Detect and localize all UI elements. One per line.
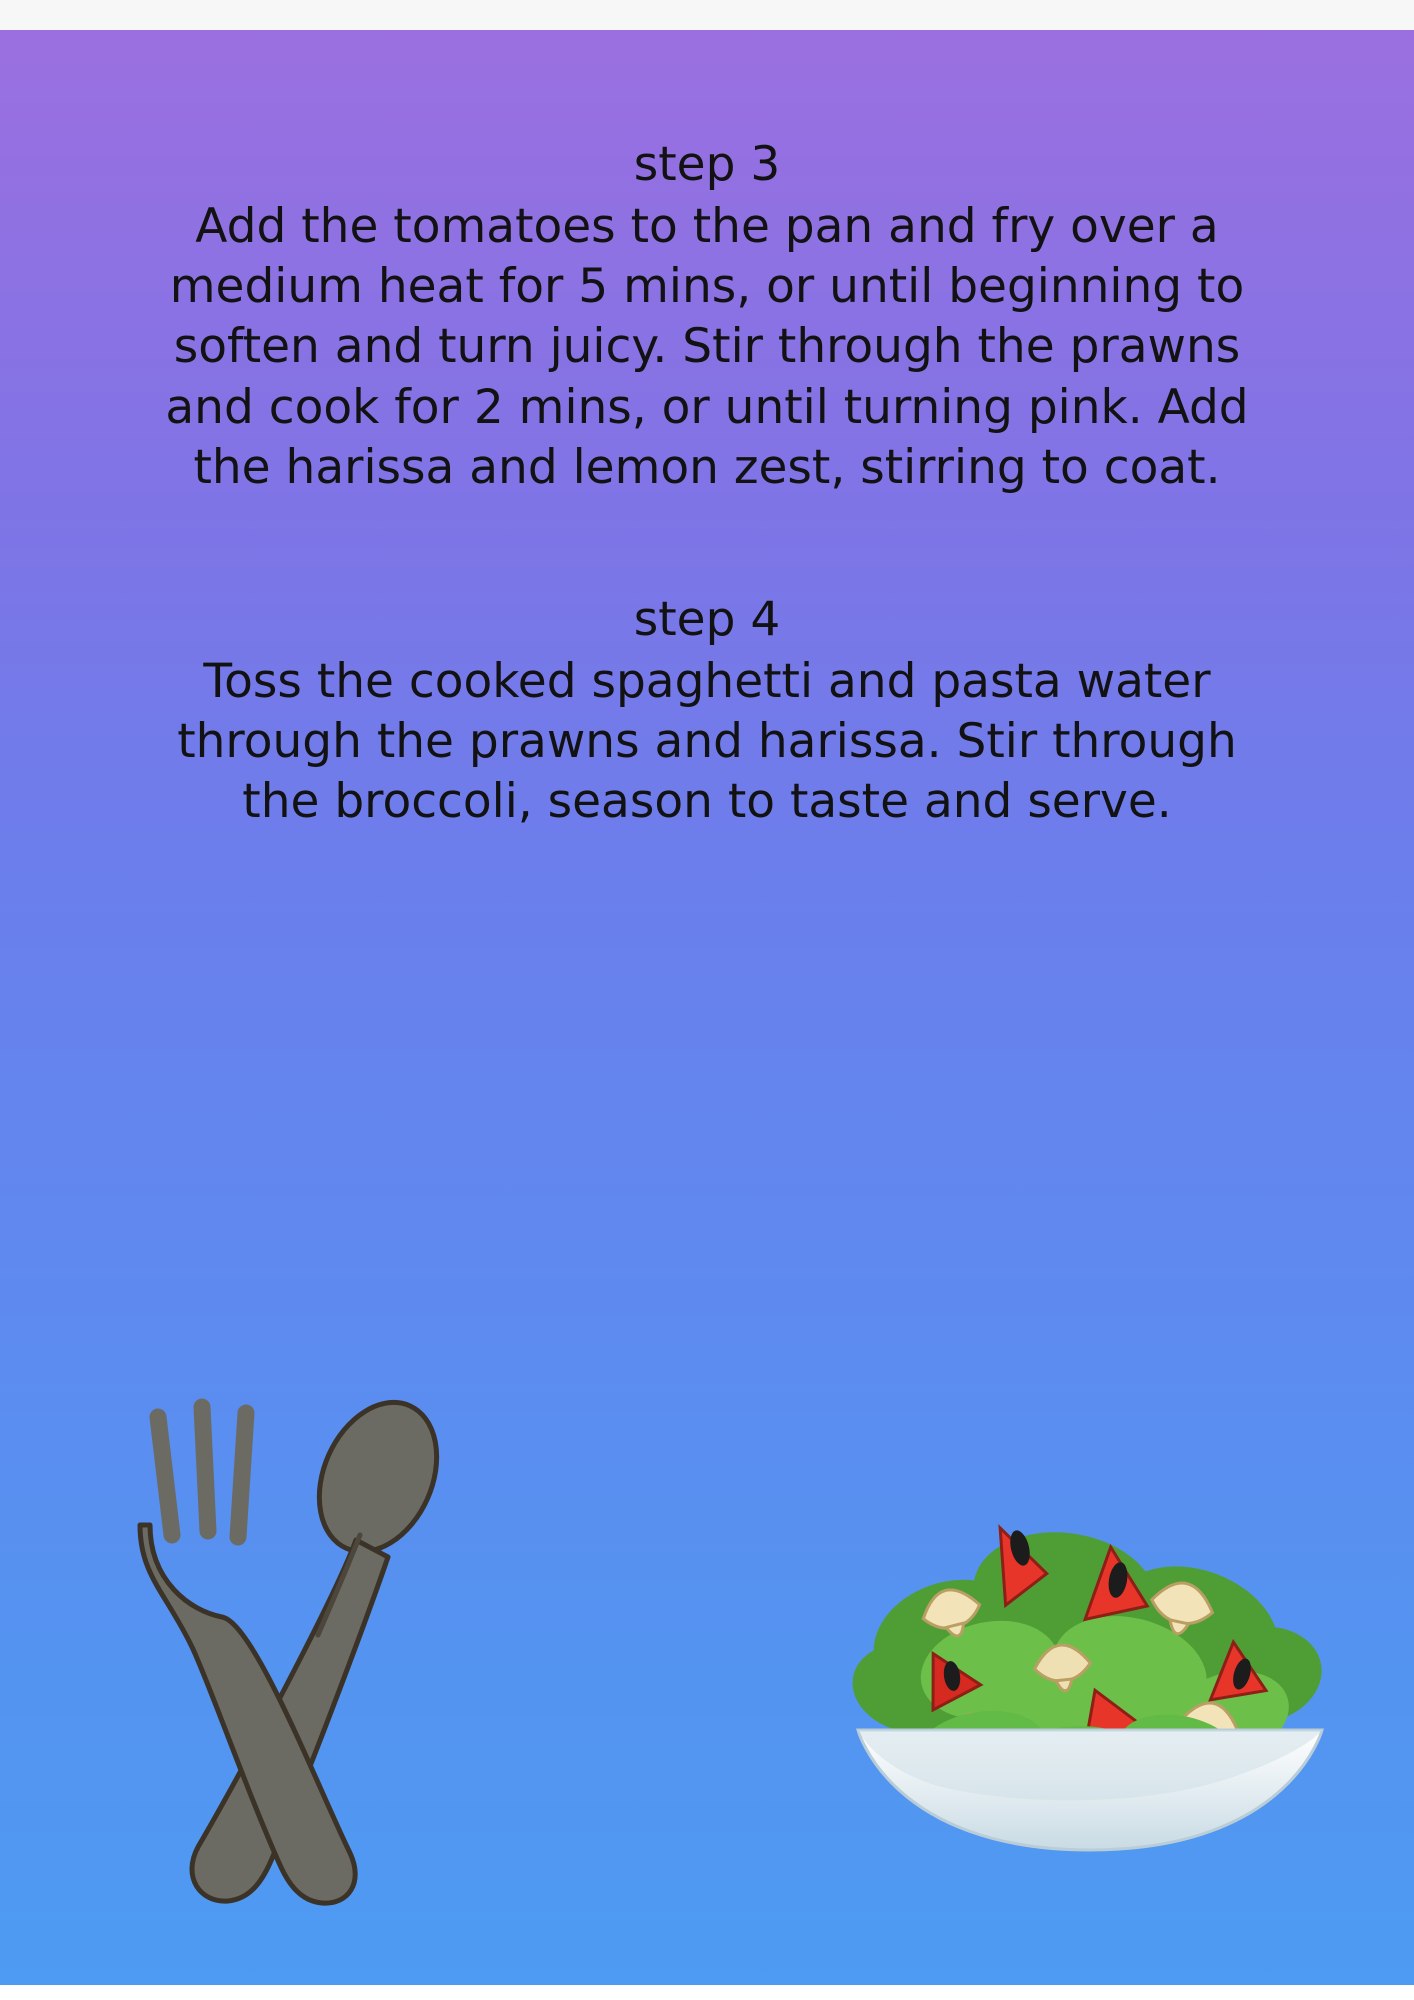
top-strip (0, 0, 1414, 30)
step-block (127, 135, 1287, 498)
steps-container (0, 30, 1414, 833)
salad-bowl-icon (830, 1430, 1350, 1860)
step-block (127, 590, 1287, 833)
step-title: step 3 (633, 137, 781, 192)
fork-and-spoon-icon (120, 1385, 480, 1915)
gradient-card (0, 30, 1414, 1985)
step-body: Add the tomatoes to the pan and fry over a medium heat for 5 mins, or until beginning to soften and turn juicy. Stir through the prawns and cook for 2 mins, or until turning pink. Add the harissa and lemon zest, stirring to coat. (165, 199, 1249, 495)
step-title: step 4 (633, 591, 781, 647)
step-body: Toss the cooked spaghetti and pasta water through the prawns and harissa. Stir through the broccoli, season to taste and serve. (177, 654, 1237, 830)
